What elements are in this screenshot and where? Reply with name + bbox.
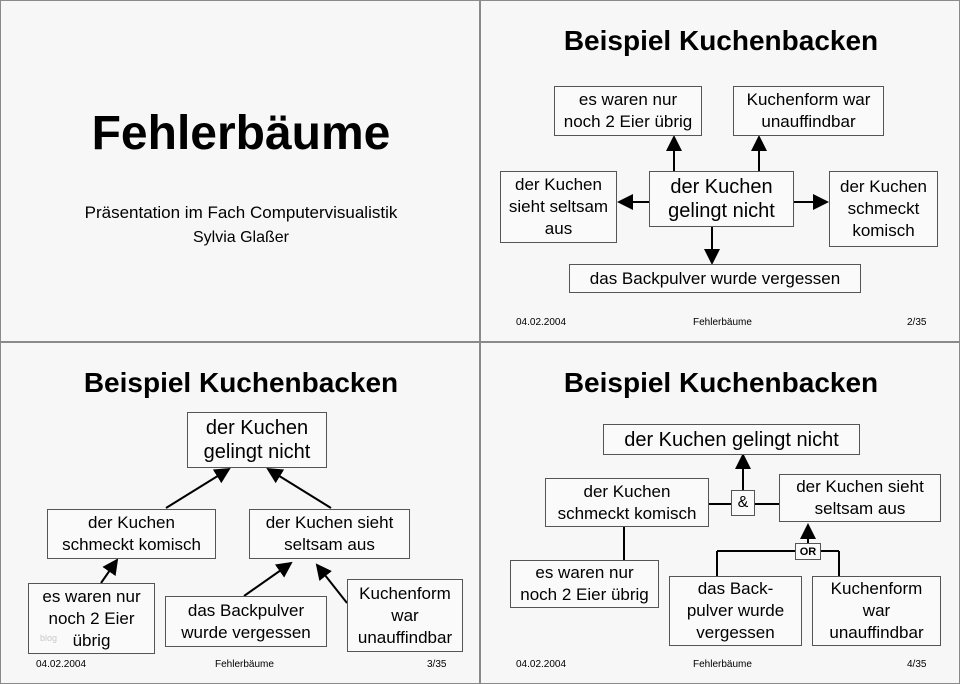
event-sieht-seltsam: der Kuchen sieht seltsam aus [500,171,617,243]
footer-title: Fehlerbäume [215,659,274,670]
event-eier: es waren nur noch 2 Eier übrig [28,583,155,654]
footer-page: 2/35 [907,317,927,328]
event-backpulver: das Backpulver wurde vergessen [165,596,327,647]
watermark: blog [40,633,58,643]
footer-date: 04.02.2004 [516,659,567,670]
slide-title: Beispiel Kuchenbacken [83,367,399,398]
event-sieht-seltsam: der Kuchen sieht seltsam aus [779,474,941,522]
event-eier: es waren nur noch 2 Eier übrig [510,560,659,608]
event-schmeckt-komisch: der Kuchen schmeckt komisch [829,171,938,247]
slide-1-title[interactable] [0,0,480,342]
presentation-title: Fehlerbäume [91,107,391,160]
footer-title: Fehlerbäume [693,317,752,328]
or-gate: OR [795,543,821,560]
footer-date: 04.02.2004 [516,317,567,328]
slide-3[interactable] [0,342,480,684]
footer-page: 4/35 [907,659,927,670]
slide-4[interactable] [480,342,960,684]
event-backpulver: das Backpulver wurde vergessen [569,264,861,293]
event-eier: es waren nur noch 2 Eier übrig [554,86,702,136]
footer-page: 3/35 [427,659,447,670]
event-gelingt-nicht: der Kuchen gelingt nicht [187,412,327,468]
footer-title: Fehlerbäume [693,659,752,670]
event-kuchenform: Kuchenform war unauffindbar [733,86,884,136]
event-gelingt-nicht: der Kuchen gelingt nicht [603,424,860,455]
footer-date: 04.02.2004 [36,659,87,670]
event-schmeckt-komisch: der Kuchen schmeckt komisch [47,509,216,559]
event-sieht-seltsam: der Kuchen sieht seltsam aus [249,509,410,559]
event-backpulver: das Back- pulver wurde vergessen [669,576,802,646]
presentation-subtitle: Präsentation im Fach Computervisualistik [84,203,398,222]
event-schmeckt-komisch: der Kuchen schmeckt komisch [545,478,709,527]
slide-title: Beispiel Kuchenbacken [563,25,879,56]
event-kuchenform: Kuchenform war unauffindbar [347,579,463,652]
slide-title: Beispiel Kuchenbacken [563,367,879,398]
presentation-author: Sylvia Glaßer [192,229,290,246]
event-kuchenform: Kuchenform war unauffindbar [812,576,941,646]
slide-2[interactable] [480,0,960,342]
event-gelingt-nicht: der Kuchen gelingt nicht [649,171,794,227]
and-gate: & [731,490,755,516]
